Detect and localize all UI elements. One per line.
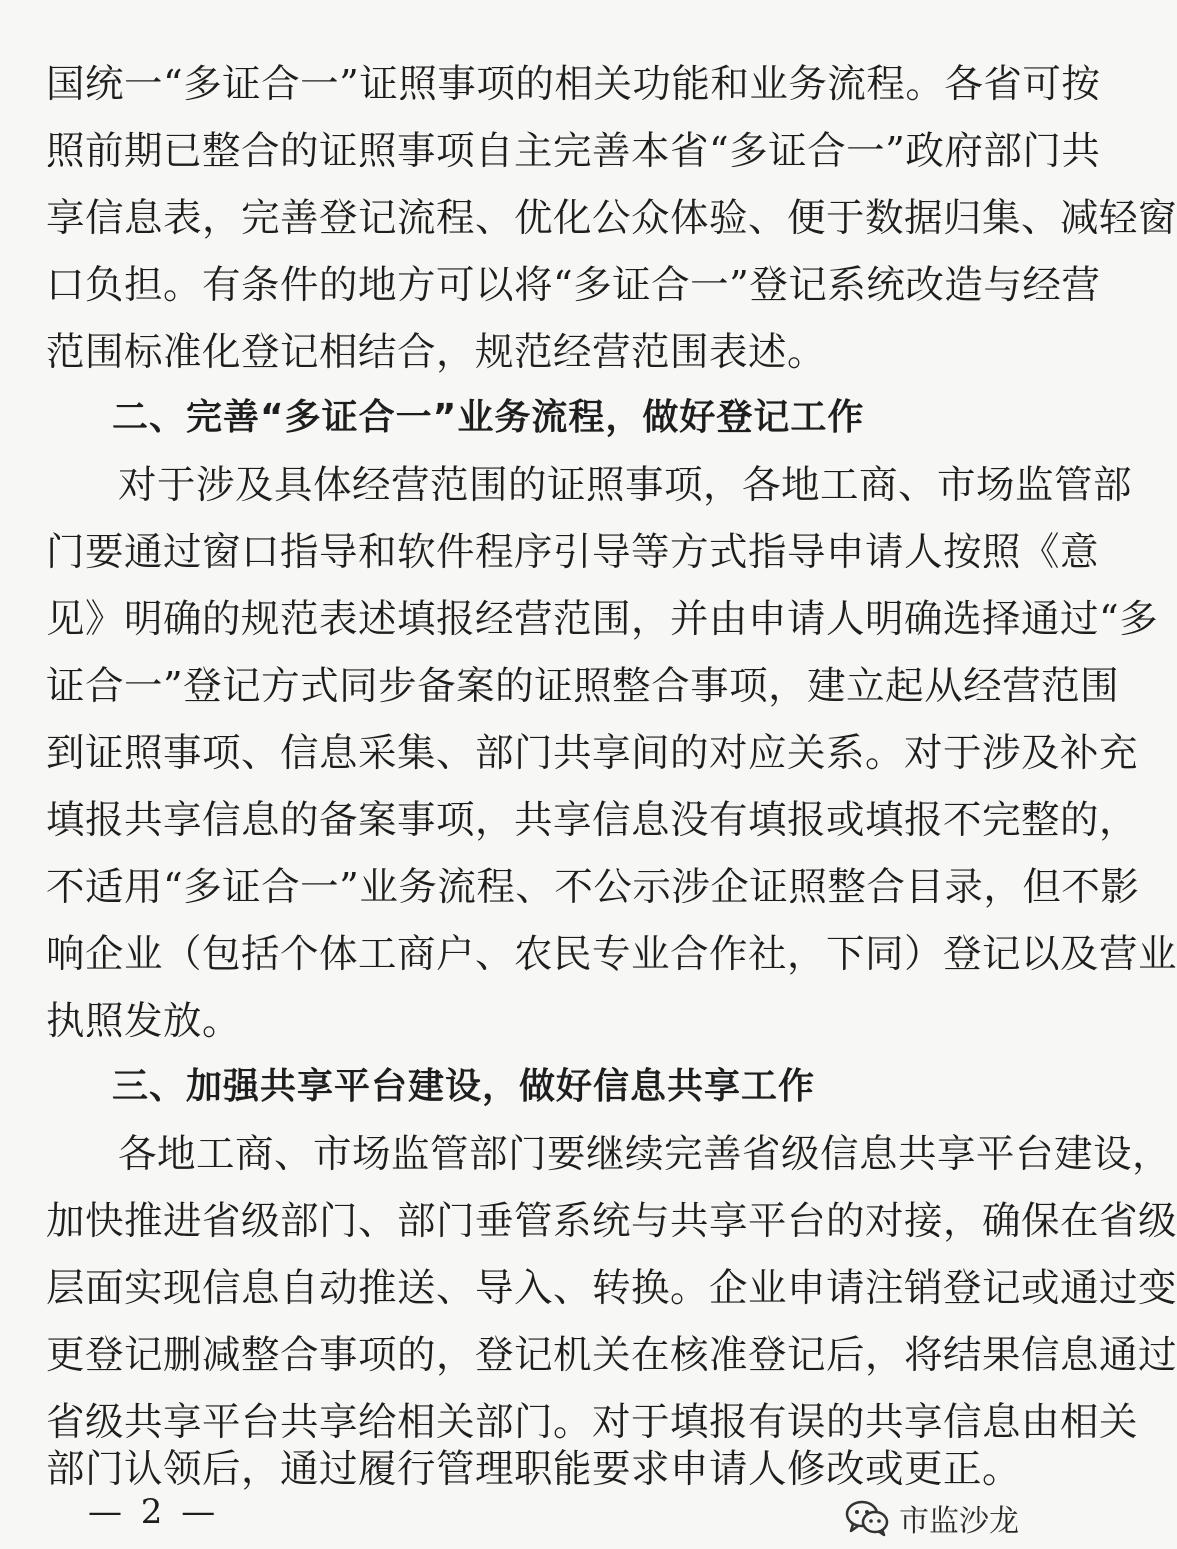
paragraph-line: 门要通过窗口指导和软件程序引导等方式指导申请人按照《意 <box>46 530 1100 575</box>
paragraph-line: 填报共享信息的备案事项，共享信息没有填报或填报不完整的， <box>46 798 1139 843</box>
paragraph-line: 口负担。有条件的地方可以将“多证合一”登记系统改造与经营 <box>46 263 1101 308</box>
wechat-icon <box>845 1500 889 1536</box>
paragraph-line: 享信息表，完善登记流程、优化公众体验、便于数据归集、减轻窗 <box>46 196 1177 241</box>
paragraph-line: 对于涉及具体经营范围的证照事项，各地工商、市场监管部 <box>118 463 1133 508</box>
paragraph-line: 执照发放。 <box>46 999 242 1044</box>
paragraph-line: 见》明确的规范表述填报经营范围，并由申请人明确选择通过“多 <box>46 597 1159 642</box>
watermark-text: 市监沙龙 <box>899 1504 1019 1539</box>
page-number: — 2 — <box>88 1492 220 1532</box>
paragraph-line: 证合一”登记方式同步备案的证照整合事项，建立起从经营范围 <box>46 664 1120 709</box>
paragraph-line: 响企业（包括个体工商户、农民专业合作社，下同）登记以及营业 <box>46 932 1177 977</box>
paragraph-line: 部门认领后，通过履行管理职能要求申请人修改或更正。 <box>46 1447 1022 1492</box>
paragraph-line: 更登记删减整合事项的，登记机关在核准登记后，将结果信息通过 <box>46 1333 1177 1378</box>
section-heading: 二、完善“多证合一”业务流程，做好登记工作 <box>112 397 865 438</box>
paragraph-line: 省级共享平台共享给相关部门。对于填报有误的共享信息由相关 <box>46 1400 1139 1445</box>
paragraph-line: 加快推进省级部门、部门垂管系统与共享平台的对接，确保在省级 <box>46 1199 1177 1244</box>
watermark <box>845 1496 1019 1540</box>
paragraph-line: 各地工商、市场监管部门要继续完善省级信息共享平台建设， <box>118 1132 1172 1177</box>
paragraph-line: 照前期已整合的证照事项自主完善本省“多证合一”政府部门共 <box>46 129 1101 174</box>
paragraph-line: 不适用“多证合一”业务流程、不公示涉企证照整合目录，但不影 <box>46 865 1140 910</box>
paragraph-line: 层面实现信息自动推送、导入、转换。企业申请注销登记或通过变 <box>46 1266 1177 1311</box>
paragraph-line: 到证照事项、信息采集、部门共享间的对应关系。对于涉及补充 <box>46 731 1139 776</box>
section-heading: 三、加强共享平台建设，做好信息共享工作 <box>112 1066 816 1107</box>
paragraph-line: 国统一“多证合一”证照事项的相关功能和业务流程。各省可按 <box>46 62 1101 107</box>
paragraph-line: 范围标准化登记相结合，规范经营范围表述。 <box>46 330 827 375</box>
